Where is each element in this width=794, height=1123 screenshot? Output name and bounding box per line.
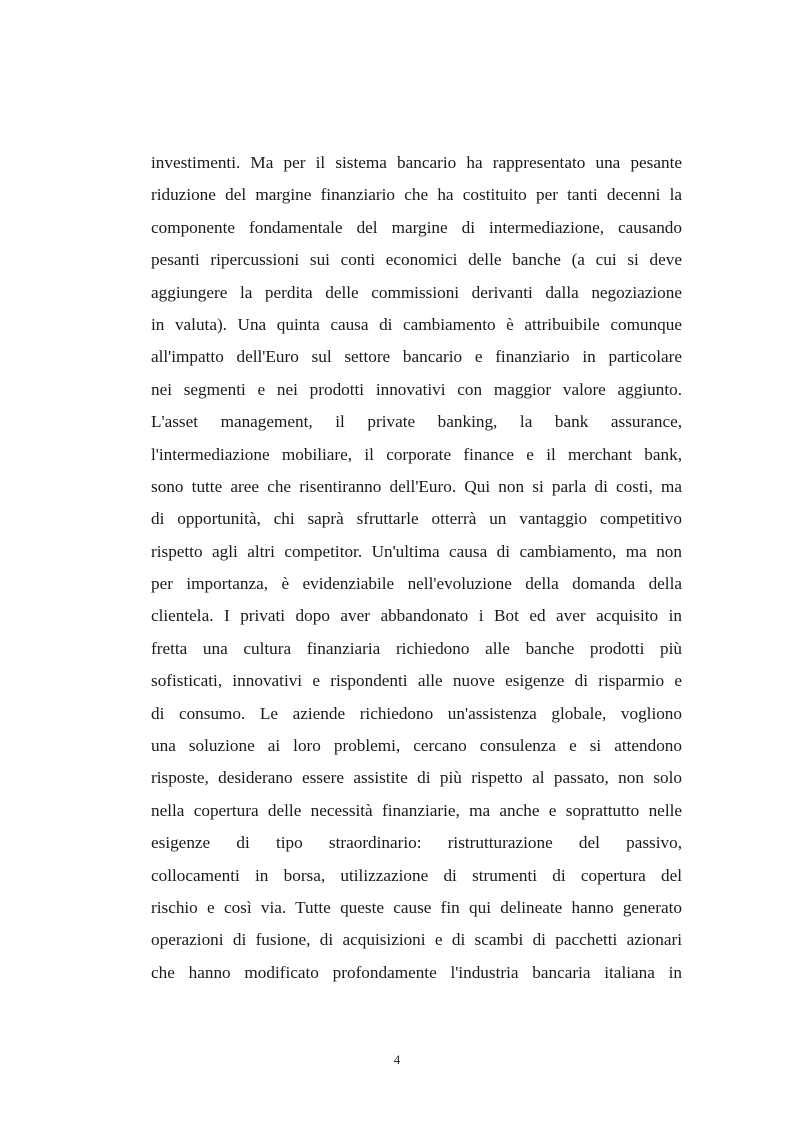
text-line: che hanno modificato profondamente l'industria bancaria italiana in <box>151 962 682 982</box>
body-text <box>151 147 682 989</box>
text-line: operazioni di fusione, di acquisizioni e di scambi di pacchetti azionari <box>151 930 682 950</box>
text-line: riduzione del margine finanziario che ha costituito per tanti decenni la <box>151 185 682 205</box>
text-line: collocamenti in borsa, utilizzazione di strumenti di copertura del <box>151 865 682 885</box>
text-line: all'impatto dell'Euro sul settore bancario e finanziario in particolare <box>151 347 682 367</box>
text-line: nei segmenti e nei prodotti innovativi con maggior valore aggiunto. <box>151 379 682 399</box>
text-line: per importanza, è evidenziabile nell'evoluzione della domanda della <box>151 574 682 594</box>
text-line: nella copertura delle necessità finanziarie, ma anche e soprattutto nelle <box>151 800 682 820</box>
text-line: pesanti ripercussioni sui conti economici delle banche (a cui si deve <box>151 250 682 270</box>
text-line: investimenti. Ma per il sistema bancario ha rappresentato una pesante <box>151 153 682 172</box>
text-line: di consumo. Le aziende richiedono un'assistenza globale, vogliono <box>151 703 682 723</box>
text-line: l'intermediazione mobiliare, il corporate finance e il merchant bank, <box>151 444 682 464</box>
text-line: rispetto agli altri competitor. Un'ultima causa di cambiamento, ma non <box>151 541 682 561</box>
text-line: sono tutte aree che risentiranno dell'Euro. Qui non si parla di costi, ma <box>151 476 682 496</box>
text-line: in valuta). Una quinta causa di cambiamento è attribuibile comunque <box>151 314 682 334</box>
text-line: L'asset management, il private banking, la bank assurance, <box>151 412 682 432</box>
text-line: una soluzione ai loro problemi, cercano consulenza e si attendono <box>151 736 682 756</box>
text-line: sofisticati, innovativi e rispondenti alle nuove esigenze di risparmio e <box>151 671 682 691</box>
text-line: esigenze di tipo straordinario: ristrutturazione del passivo, <box>151 833 682 853</box>
text-line: fretta una cultura finanziaria richiedono alle banche prodotti più <box>151 638 682 658</box>
text-line: componente fondamentale del margine di intermediazione, causando <box>151 217 682 237</box>
text-line: aggiungere la perdita delle commissioni derivanti dalla negoziazione <box>151 282 682 302</box>
page-number: 4 <box>393 1052 401 1067</box>
text-line: rischio e così via. Tutte queste cause fin qui delineate hanno generato <box>151 897 682 917</box>
text-line: clientela. I privati dopo aver abbandonato i Bot ed aver acquisito in <box>151 606 682 626</box>
text-line: di opportunità, chi saprà sfruttarle otterrà un vantaggio competitivo <box>151 509 682 529</box>
text-line: risposte, desiderano essere assistite di più rispetto al passato, non solo <box>151 768 682 788</box>
